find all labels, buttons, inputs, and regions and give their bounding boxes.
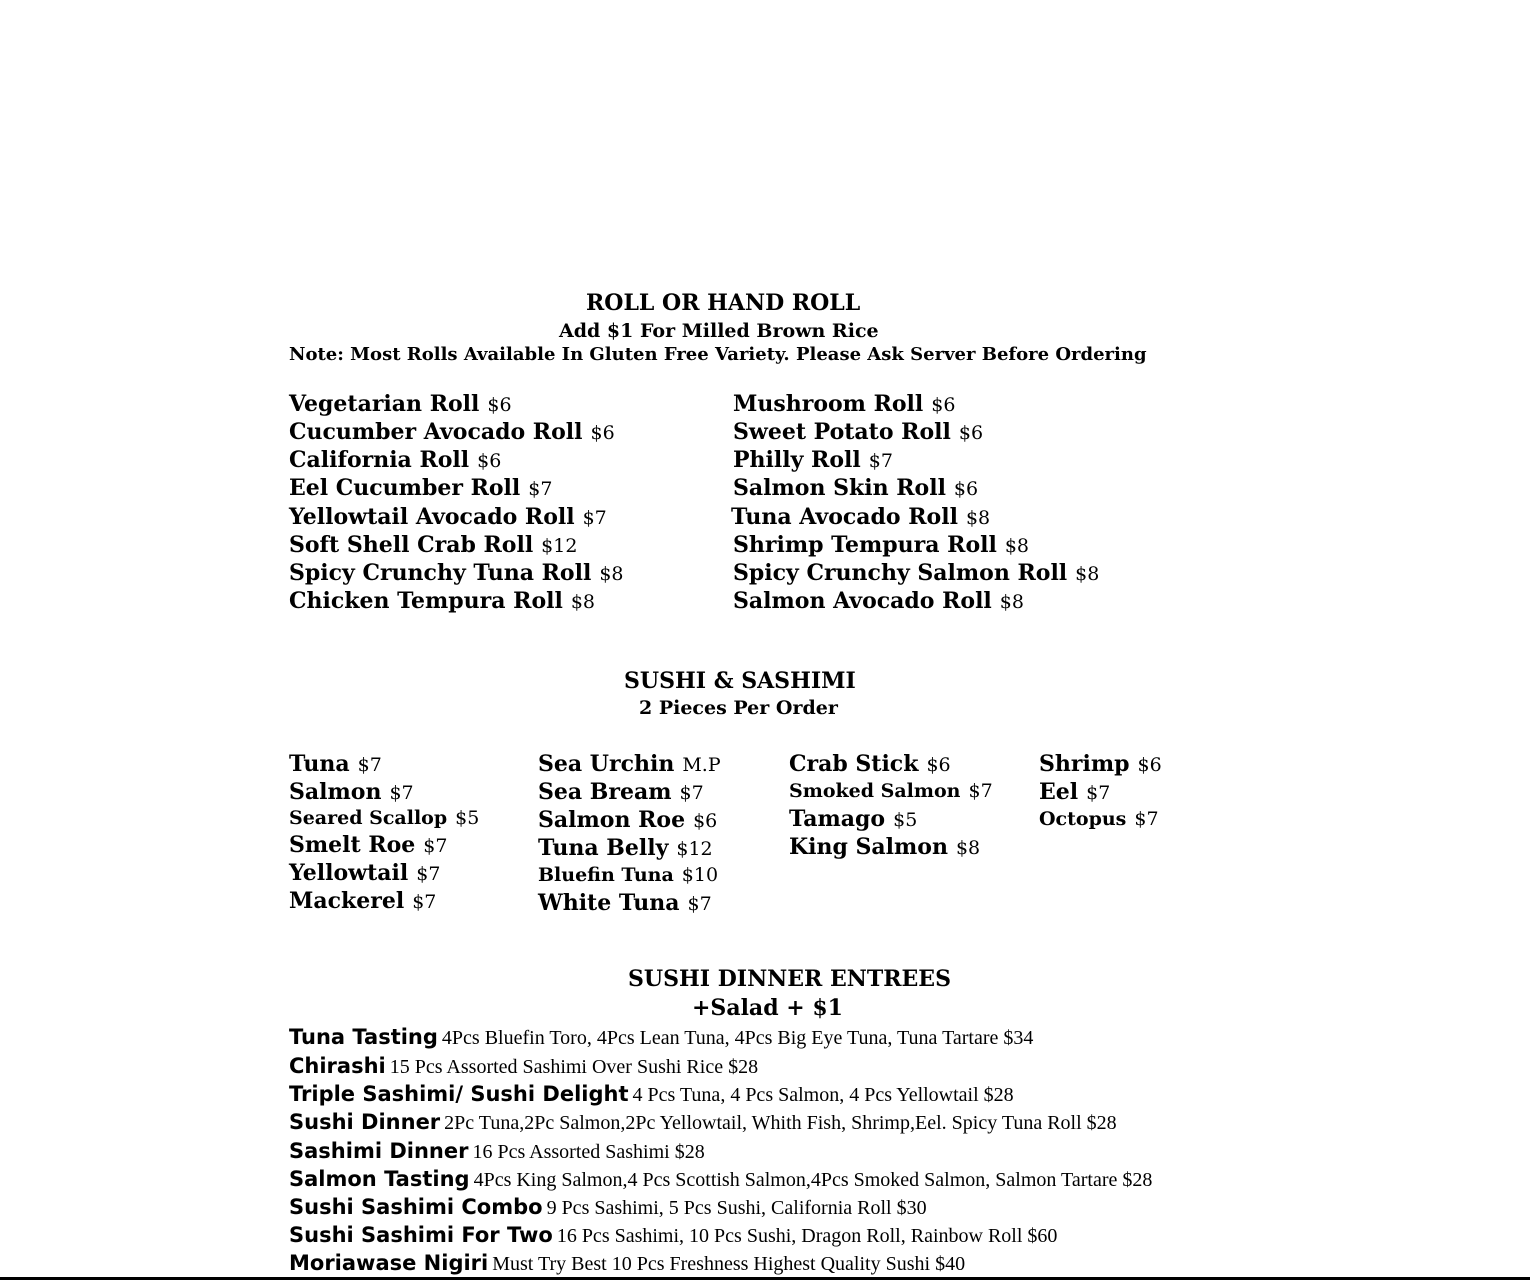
item-price: $6	[926, 754, 951, 776]
entree-item	[289, 1080, 1014, 1110]
item-price: $6	[487, 394, 512, 416]
entree-item	[289, 1221, 1057, 1251]
menu-item	[289, 559, 624, 589]
menu-item	[538, 806, 717, 836]
item-name: Spicy Crunchy Tuna Roll	[289, 560, 592, 586]
item-price: $6	[958, 422, 984, 444]
entree-description: 4Pcs King Salmon,4 Pcs Scottish Salmon,4Pcs Smoked Salmon, Salmon Tartare $28	[473, 1169, 1153, 1191]
sushi-subtitle: 2 Pieces Per Order	[639, 697, 838, 719]
item-price: $7	[389, 782, 414, 804]
menu-item	[289, 531, 577, 561]
rolls-note: Note: Most Rolls Available In Gluten Free Variety. Please Ask Server Before Ordering	[289, 344, 1147, 365]
entree-name: Sushi Sashimi For Two	[289, 1223, 553, 1247]
item-price: $5	[455, 807, 480, 829]
item-name: Salmon	[289, 779, 382, 805]
item-name: Salmon Roe	[538, 807, 686, 833]
menu-item	[289, 587, 595, 617]
entree-description: Must Try Best 10 Pcs Freshness Highest Quality Sushi $40	[492, 1253, 966, 1275]
entree-item	[289, 1108, 1117, 1138]
menu-item	[1039, 778, 1110, 808]
entrees-subtitle: +Salad + $1	[692, 995, 843, 1021]
menu-item	[289, 831, 447, 861]
item-name: Crab Stick	[789, 751, 919, 777]
menu-item	[1039, 805, 1159, 834]
item-price: $7	[423, 835, 448, 857]
item-name: Soft Shell Crab Roll	[289, 532, 534, 558]
entree-description: 16 Pcs Sashimi, 10 Pcs Sushi, Dragon Roll, Rainbow Roll $60	[556, 1225, 1058, 1247]
item-price: $8	[1075, 563, 1100, 585]
menu-item	[789, 777, 993, 806]
menu-item	[289, 804, 479, 833]
menu-item	[289, 390, 512, 420]
item-name: Tuna Avocado Roll	[731, 504, 958, 530]
item-price: M.P	[682, 754, 721, 776]
item-name: Eel Cucumber Roll	[289, 475, 521, 501]
entree-item	[289, 1165, 1152, 1195]
item-name: Spicy Crunchy Salmon Roll	[733, 560, 1068, 586]
menu-item	[289, 750, 382, 780]
menu-item	[289, 859, 440, 889]
item-price: $8	[570, 591, 596, 613]
entree-item	[289, 1137, 705, 1167]
item-price: $7	[1134, 808, 1159, 830]
entree-name: Salmon Tasting	[289, 1167, 470, 1191]
item-price: $7	[416, 863, 441, 885]
item-name: Yellowtail	[289, 860, 409, 886]
item-name: Mackerel	[289, 888, 405, 914]
item-name: Seared Scallop	[289, 807, 448, 829]
menu-item	[289, 503, 607, 533]
item-price: $6	[590, 422, 615, 444]
item-name: Shrimp Tempura Roll	[733, 532, 997, 558]
item-name: Vegetarian Roll	[289, 391, 480, 417]
entree-description: 16 Pcs Assorted Sashimi $28	[472, 1141, 705, 1163]
entree-item	[289, 1193, 927, 1223]
menu-item	[1039, 750, 1162, 780]
menu-item	[789, 805, 917, 835]
entree-description: 4 Pcs Tuna, 4 Pcs Salmon, 4 Pcs Yellowtail $28	[632, 1084, 1014, 1106]
item-name: California Roll	[289, 447, 470, 473]
item-name: Yellowtail Avocado Roll	[289, 504, 575, 530]
item-price: $7	[1086, 782, 1111, 804]
menu-item	[733, 446, 893, 476]
entree-name: Moriawase Nigiri	[289, 1251, 489, 1275]
menu-item	[733, 390, 955, 420]
item-name: Shrimp	[1039, 751, 1130, 777]
item-price: $6	[931, 394, 956, 416]
item-name: Chicken Tempura Roll	[289, 588, 563, 614]
entree-description: 4Pcs Bluefin Toro, 4Pcs Lean Tuna, 4Pcs Big Eye Tuna, Tuna Tartare $34	[441, 1027, 1034, 1049]
item-price: $6	[477, 450, 502, 472]
item-price: $7	[412, 891, 437, 913]
menu-item	[538, 889, 712, 919]
entree-item	[289, 1023, 1033, 1053]
item-name: Tuna Belly	[538, 835, 669, 861]
item-name: Smoked Salmon	[789, 780, 961, 802]
item-price: $6	[693, 810, 718, 832]
item-name: Tuna	[289, 751, 350, 777]
item-price: $6	[953, 478, 979, 500]
menu-item	[538, 750, 721, 780]
rolls-title: ROLL OR HAND ROLL	[586, 290, 861, 316]
item-price: $8	[965, 507, 991, 529]
menu-item	[733, 531, 1029, 561]
item-price: $5	[893, 809, 918, 831]
item-name: Octopus	[1039, 808, 1127, 830]
item-name: Smelt Roe	[289, 832, 416, 858]
item-name: Salmon Skin Roll	[733, 475, 946, 501]
menu-item	[733, 587, 1024, 617]
entree-name: Tuna Tasting	[289, 1025, 438, 1049]
item-name: Sweet Potato Roll	[733, 419, 951, 445]
entree-description: 15 Pcs Assorted Sashimi Over Sushi Rice $28	[389, 1056, 759, 1078]
item-price: $7	[679, 782, 704, 804]
item-price: $8	[999, 591, 1024, 613]
item-name: Tamago	[789, 806, 886, 832]
menu-item	[733, 474, 978, 504]
entree-description: 9 Pcs Sashimi, 5 Pcs Sushi, California Roll $30	[546, 1197, 927, 1219]
item-name: Sea Urchin	[538, 751, 675, 777]
item-price: $7	[357, 754, 382, 776]
menu-item	[538, 861, 718, 890]
item-price: $8	[955, 837, 981, 859]
item-name: King Salmon	[789, 834, 948, 860]
entree-name: Chirashi	[289, 1054, 386, 1078]
item-name: Eel	[1039, 779, 1079, 805]
entree-item	[289, 1249, 965, 1279]
menu-item	[289, 887, 436, 917]
entree-name: Triple Sashimi/ Sushi Delight	[289, 1082, 629, 1106]
item-price: $12	[676, 838, 713, 860]
item-price: $7	[968, 780, 993, 802]
item-name: Salmon Avocado Roll	[733, 588, 992, 614]
item-name: Philly Roll	[733, 447, 861, 473]
entrees-title: SUSHI DINNER ENTREES	[628, 966, 951, 992]
menu-item	[733, 418, 983, 448]
item-price: $7	[687, 893, 712, 915]
menu-item	[289, 418, 615, 448]
sushi-title: SUSHI & SASHIMI	[624, 668, 856, 694]
entree-item	[289, 1052, 758, 1082]
item-name: Sea Bream	[538, 779, 672, 805]
entree-name: Sushi Dinner	[289, 1110, 441, 1134]
item-price: $8	[599, 563, 624, 585]
item-price: $10	[681, 864, 719, 886]
menu-item	[731, 503, 990, 533]
item-price: $7	[528, 478, 553, 500]
item-name: Bluefin Tuna	[538, 864, 674, 886]
item-price: $7	[582, 507, 607, 529]
menu-item	[789, 833, 980, 863]
menu-item	[289, 446, 501, 476]
entree-name: Sashimi Dinner	[289, 1139, 469, 1163]
menu-item	[733, 559, 1099, 589]
rolls-subtitle: Add $1 For Milled Brown Rice	[559, 320, 879, 342]
item-price: $8	[1004, 535, 1030, 557]
item-price: $12	[541, 535, 578, 557]
menu-item	[538, 834, 713, 864]
item-name: Mushroom Roll	[733, 391, 924, 417]
item-price: $6	[1137, 754, 1162, 776]
menu-item	[789, 750, 951, 780]
menu-item	[289, 474, 552, 504]
entree-description: 2Pc Tuna,2Pc Salmon,2Pc Yellowtail, Whith Fish, Shrimp,Eel. Spicy Tuna Roll $28	[444, 1112, 1117, 1134]
item-name: White Tuna	[538, 890, 680, 916]
item-price: $7	[868, 450, 893, 472]
entree-name: Sushi Sashimi Combo	[289, 1195, 543, 1219]
item-name: Cucumber Avocado Roll	[289, 419, 583, 445]
menu-item	[538, 778, 704, 808]
